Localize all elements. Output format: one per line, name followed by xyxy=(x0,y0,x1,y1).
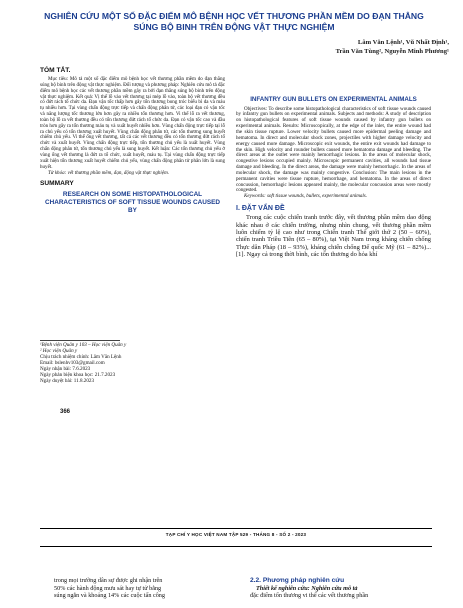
section-heading-intro: I. ĐẶT VẤN ĐỀ xyxy=(236,205,285,213)
affiliation-2: ² Học viện Quân y xyxy=(40,348,78,354)
footnotes xyxy=(40,342,225,384)
english-title-part1: RESEARCH ON SOME HISTOPATHOLOGICAL CHARACTERISTICS OF SOFT TISSUE WOUNDS CAUSED BY xyxy=(44,191,221,215)
abstract-en-text: Objectives: To describe some histopathological characteristics of soft tissue wounds caused by infantry gun bullets on experimental animals. Subjects and methods: A study of description on histopathological features of soft tissue wounds caused by infantry gun bullets on experimental animals. Results: Microscopically, at the edge of the inlet, the entire wound had the skin tissue rupture. Lower velocity bullets caused more epidermal peeling damage and hematoma. In direct and molecular shock zones, projectiles with higher damage velocity and energy caused more damage. Microscopic exit wounds, the entire exit wounds had damage to the skin. High velocity and rounder bullets caused more hematoma damage and bleeding. The direct areas at the outlet were mainly hemorrhagic lesions. In the areas of molecular shock, congestive lesions occupied mainly. Microscopic permanent cavities, all wounds had tissue damage and bleeding. In the direct areas, the damage were mainly hemorrhagic. In the areas of molecular shock, the damage was mainly congestive. Conclusion: The main lesions in the permanent cavities were tissue rupture, hemorrhage, and hematoma. In the areas of direct concussion, hemorrhagic lesions appeared mainly, the molecular concussion areas were mostly congested. xyxy=(236,105,431,194)
right-column xyxy=(236,96,431,259)
intro-paragraph: Trong các cuộc chiến tranh trước đây, vết thương phần mềm dao động khác nhau ở các chiến trường, nhưng nhìn chung, vết thương phần mềm luôn chiếm tỷ lệ cao như trong Chiến tranh Thế giới thứ 2 (50 – 60%), chiến tranh Triều Tiên (65 – 80%), tại Việt Nam trong kháng chiến chống Thực dân Pháp (18 – 93%), kháng chiến chống Đế quốc Mỹ (61 – 82%)... [1]. Ngay cả trong thời bình, các tổn thương do hỏa khí xyxy=(236,214,431,259)
page-number: 366 xyxy=(60,409,71,415)
keywords-en: Keywords: soft tissue wounds, bullets, experimental animals. xyxy=(244,193,368,200)
abstract-vi xyxy=(40,77,225,176)
authors-line-2: Trần Văn Tùng², Nguyễn Minh Phương¹ xyxy=(335,48,449,55)
authors xyxy=(229,38,449,56)
email: Email: bslenhv103@gmail.com xyxy=(40,360,105,366)
abstract-heading-vi: TÓM TẮT. xyxy=(40,67,71,74)
bottom-left-line-2: 50% các hành động mưu sát hay tự tử bằng xyxy=(54,584,162,592)
bottom-right-line-1: Thiết kế nghiên cứu: Nghiên cứu mô tả xyxy=(256,584,358,592)
corresponding-author: Chịu trách nhiệm chính: Lâm Văn Lệnh xyxy=(40,354,122,360)
footnote-divider xyxy=(40,340,120,341)
method-heading: 2.2. Phương pháp nghiên cứu xyxy=(250,577,345,584)
authors-line-1: Lâm Văn Lệnh¹, Vũ Nhất Định¹, xyxy=(357,39,449,46)
bottom-left-text xyxy=(54,577,244,600)
english-title-part2: INFANTRY GUN BULLETS ON EXPERIMENTAL ANIMALS xyxy=(250,96,417,103)
abstract-en xyxy=(236,107,431,201)
footer-rule xyxy=(40,528,432,529)
date-reviewed: Ngày phản biện khoa học: 21.7.2023 xyxy=(40,372,116,378)
summary-heading: SUMMARY xyxy=(40,180,74,188)
abstract-vi-text: Mục tiêu: Mô tả một số đặc điểm mô bệnh học vết thương phần mềm do đạn thẳng súng bộ binh trên động vật thực nghiệm. Đối tượng và phương pháp: Nghiên cứu mô tả đặc điểm mô bệnh học các vết thương phần mềm gây ra bởi đạn thẳng súng bộ binh trên động vật thực nghiệm. Kết quả: Vị thế lỗ vào vết thương tại mép lỗ vào, toàn bộ vết thương đều có đứt rách tổ chức da. Đạn vận tốc thấp hơn gây tổn thương bong tróc biểu bì da và máu tụ nhiều hơn. Tại vùng chấn động trực tiếp và chấn động phân tử, các loại đạn có vận tốc và năng lượng tốc thương lớn hơn gây ra nhiều tổn thương hơn. Vi thể lỗ ra vết thương, toàn bộ lỗ ra vết thương đều có tổn thương đứt rách tổ chức da. Đạn có vận tốc cao và đầu tròn hơn gây ra tổn thương máu tụ và xuất huyết nhiều hơn. Vùng chấn động trực tiếp tại lỗ ra chủ yếu có tổn thương xuất huyết. Vùng chấn động phân tử, các tổn thương sung huyết chiếm chủ yếu. Vi thể ống vết thương, tất cả các vết thương đều có tổn thương đứt rách tổ chức và xuất huyết. Vùng chấn động trực tiếp, tổn thương chủ yếu là xuất huyết. Vùng chấn động phân tử, tổn thương chủ yếu là sung huyết. Kết luận: Các tổn thương chủ yếu ở vùng ống vết thương là đứt ra tổ chức, xuất huyết, máu tụ. Tại vùng chấn động trực tiếp xuất hiện tổn thương xuất huyết chiếm chủ yếu, vùng chấn động phân tử phân lớn là sung huyết. xyxy=(40,76,225,170)
article-title: NGHIÊN CỨU MỘT SỐ ĐẶC ĐIỂM MÔ BỆNH HỌC VẾT THƯƠNG PHẦN MỀM DO ĐẠN THẲNG SÚNG BỘ BINH TRÊN ĐỘNG VẬT THỰC NGHIỆM xyxy=(44,11,424,32)
bottom-right-text xyxy=(250,577,450,600)
bottom-rule xyxy=(40,546,432,547)
date-received: Ngày nhận bài: 7.6.2023 xyxy=(40,366,91,372)
bottom-left-line-3: súng ngắn và khoảng 14% các cuộc tấn công xyxy=(54,592,165,600)
date-accepted: Ngày duyệt bài: 11.8.2023 xyxy=(40,378,94,384)
bottom-right-line-2: đặc điểm tổn thương vi thể các vết thương phần xyxy=(250,592,369,600)
journal-footer: TẠP CHÍ Y HỌC VIỆT NAM TẬP 529 - THÁNG 8 - SỐ 2 - 2023 xyxy=(165,532,307,537)
left-column xyxy=(40,67,225,215)
bottom-left-line-1: trong mọi trường dân sự được ghi nhận trên xyxy=(54,577,163,584)
keywords-vi: Từ khóa: vết thương phần mềm, đạn, động vật thực nghiệm. xyxy=(48,169,169,176)
affiliation-1: ¹Bệnh viện Quân y 103 – Học viện Quân y xyxy=(40,342,127,348)
